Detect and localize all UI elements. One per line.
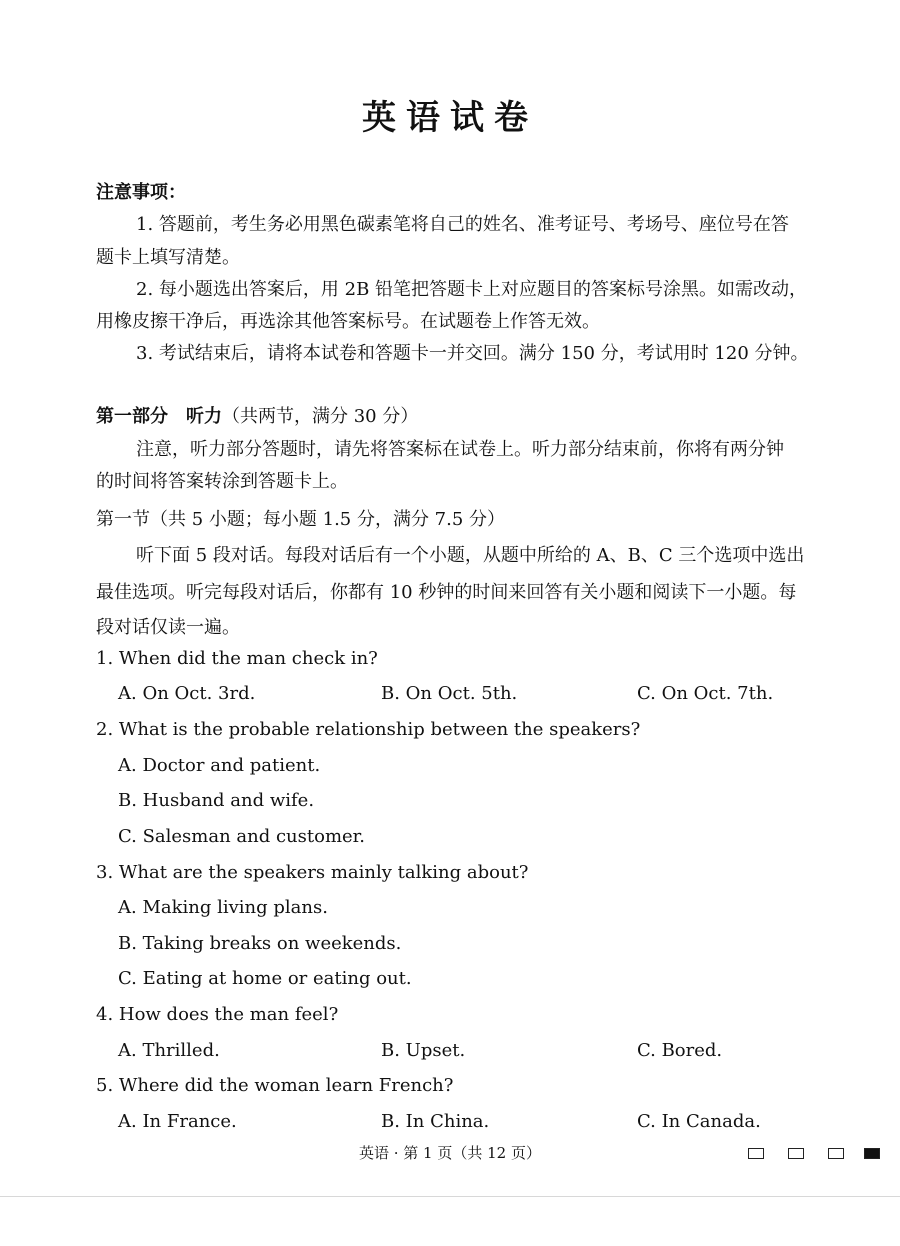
part1-heading-label: 第一部分 听力 [96,406,222,427]
notice-item-1-cont: 题卡上填写清楚。 [96,247,240,268]
question-3-option-b: B. Taking breaks on weekends. [118,933,402,954]
question-3-option-c: C. Eating at home or eating out. [118,968,412,989]
page-marker-box-filled [864,1148,880,1159]
page-title: 英语试卷 [362,98,538,138]
page-number: 英语 · 第 1 页（共 12 页） [358,1144,541,1162]
question-5-option-b: B. In China. [381,1111,490,1132]
notice-item-3: 3. 考试结束后，请将本试卷和答题卡一并交回。满分 150 分，考试用时 120 分钟。 [136,343,809,364]
question-5-stem: 5. Where did the woman learn French? [96,1075,454,1096]
question-1-option-b: B. On Oct. 5th. [381,683,518,704]
notice-item-2-cont: 用橡皮擦干净后，再选涂其他答案标号。在试题卷上作答无效。 [96,311,600,332]
question-2-option-a: A. Doctor and patient. [118,755,321,776]
page-marker-box [788,1148,804,1159]
page-marker-box [828,1148,844,1159]
notice-item-1: 1. 答题前，考生务必用黑色碳素笔将自己的姓名、准考证号、考场号、座位号在答 [136,214,789,235]
scan-edge-divider [0,1196,900,1197]
question-1-option-a: A. On Oct. 3rd. [118,683,256,704]
question-4-stem: 4. How does the man feel? [96,1004,339,1025]
question-4-option-b: B. Upset. [381,1040,466,1061]
question-5-option-a: A. In France. [118,1111,237,1132]
part1-heading-detail: （共两节，满分 30 分） [222,406,419,427]
question-4-option-c: C. Bored. [637,1040,723,1061]
page-marker-box [748,1148,764,1159]
section1-instructions-3: 段对话仅读一遍。 [96,617,240,638]
section1-heading: 第一节（共 5 小题；每小题 1.5 分，满分 7.5 分） [96,509,506,530]
question-3-stem: 3. What are the speakers mainly talking about? [96,862,529,883]
notice-heading: 注意事项： [96,182,186,203]
question-3-option-a: A. Making living plans. [118,897,328,918]
question-2-stem: 2. What is the probable relationship between the speakers? [96,719,641,740]
question-1-option-c: C. On Oct. 7th. [637,683,774,704]
question-2-option-c: C. Salesman and customer. [118,826,366,847]
notice-item-2: 2. 每小题选出答案后，用 2B 铅笔把答题卡上对应题目的答案标号涂黑。如需改动， [136,279,808,300]
section1-instructions: 听下面 5 段对话。每段对话后有一个小题，从题中所给的 A、B、C 三个选项中选出 [136,545,805,566]
question-4-option-a: A. Thrilled. [118,1040,220,1061]
question-1-stem: 1. When did the man check in? [96,648,378,669]
section1-instructions-2: 最佳选项。听完每段对话后，你都有 10 秒钟的时间来回答有关小题和阅读下一小题。每 [96,582,797,603]
question-5-option-c: C. In Canada. [637,1111,761,1132]
part1-intro-cont: 的时间将答案转涂到答题卡上。 [96,471,348,492]
part1-intro: 注意，听力部分答题时，请先将答案标在试卷上。听力部分结束前，你将有两分钟 [136,439,784,460]
question-2-option-b: B. Husband and wife. [118,790,315,811]
part1-heading [96,402,418,428]
